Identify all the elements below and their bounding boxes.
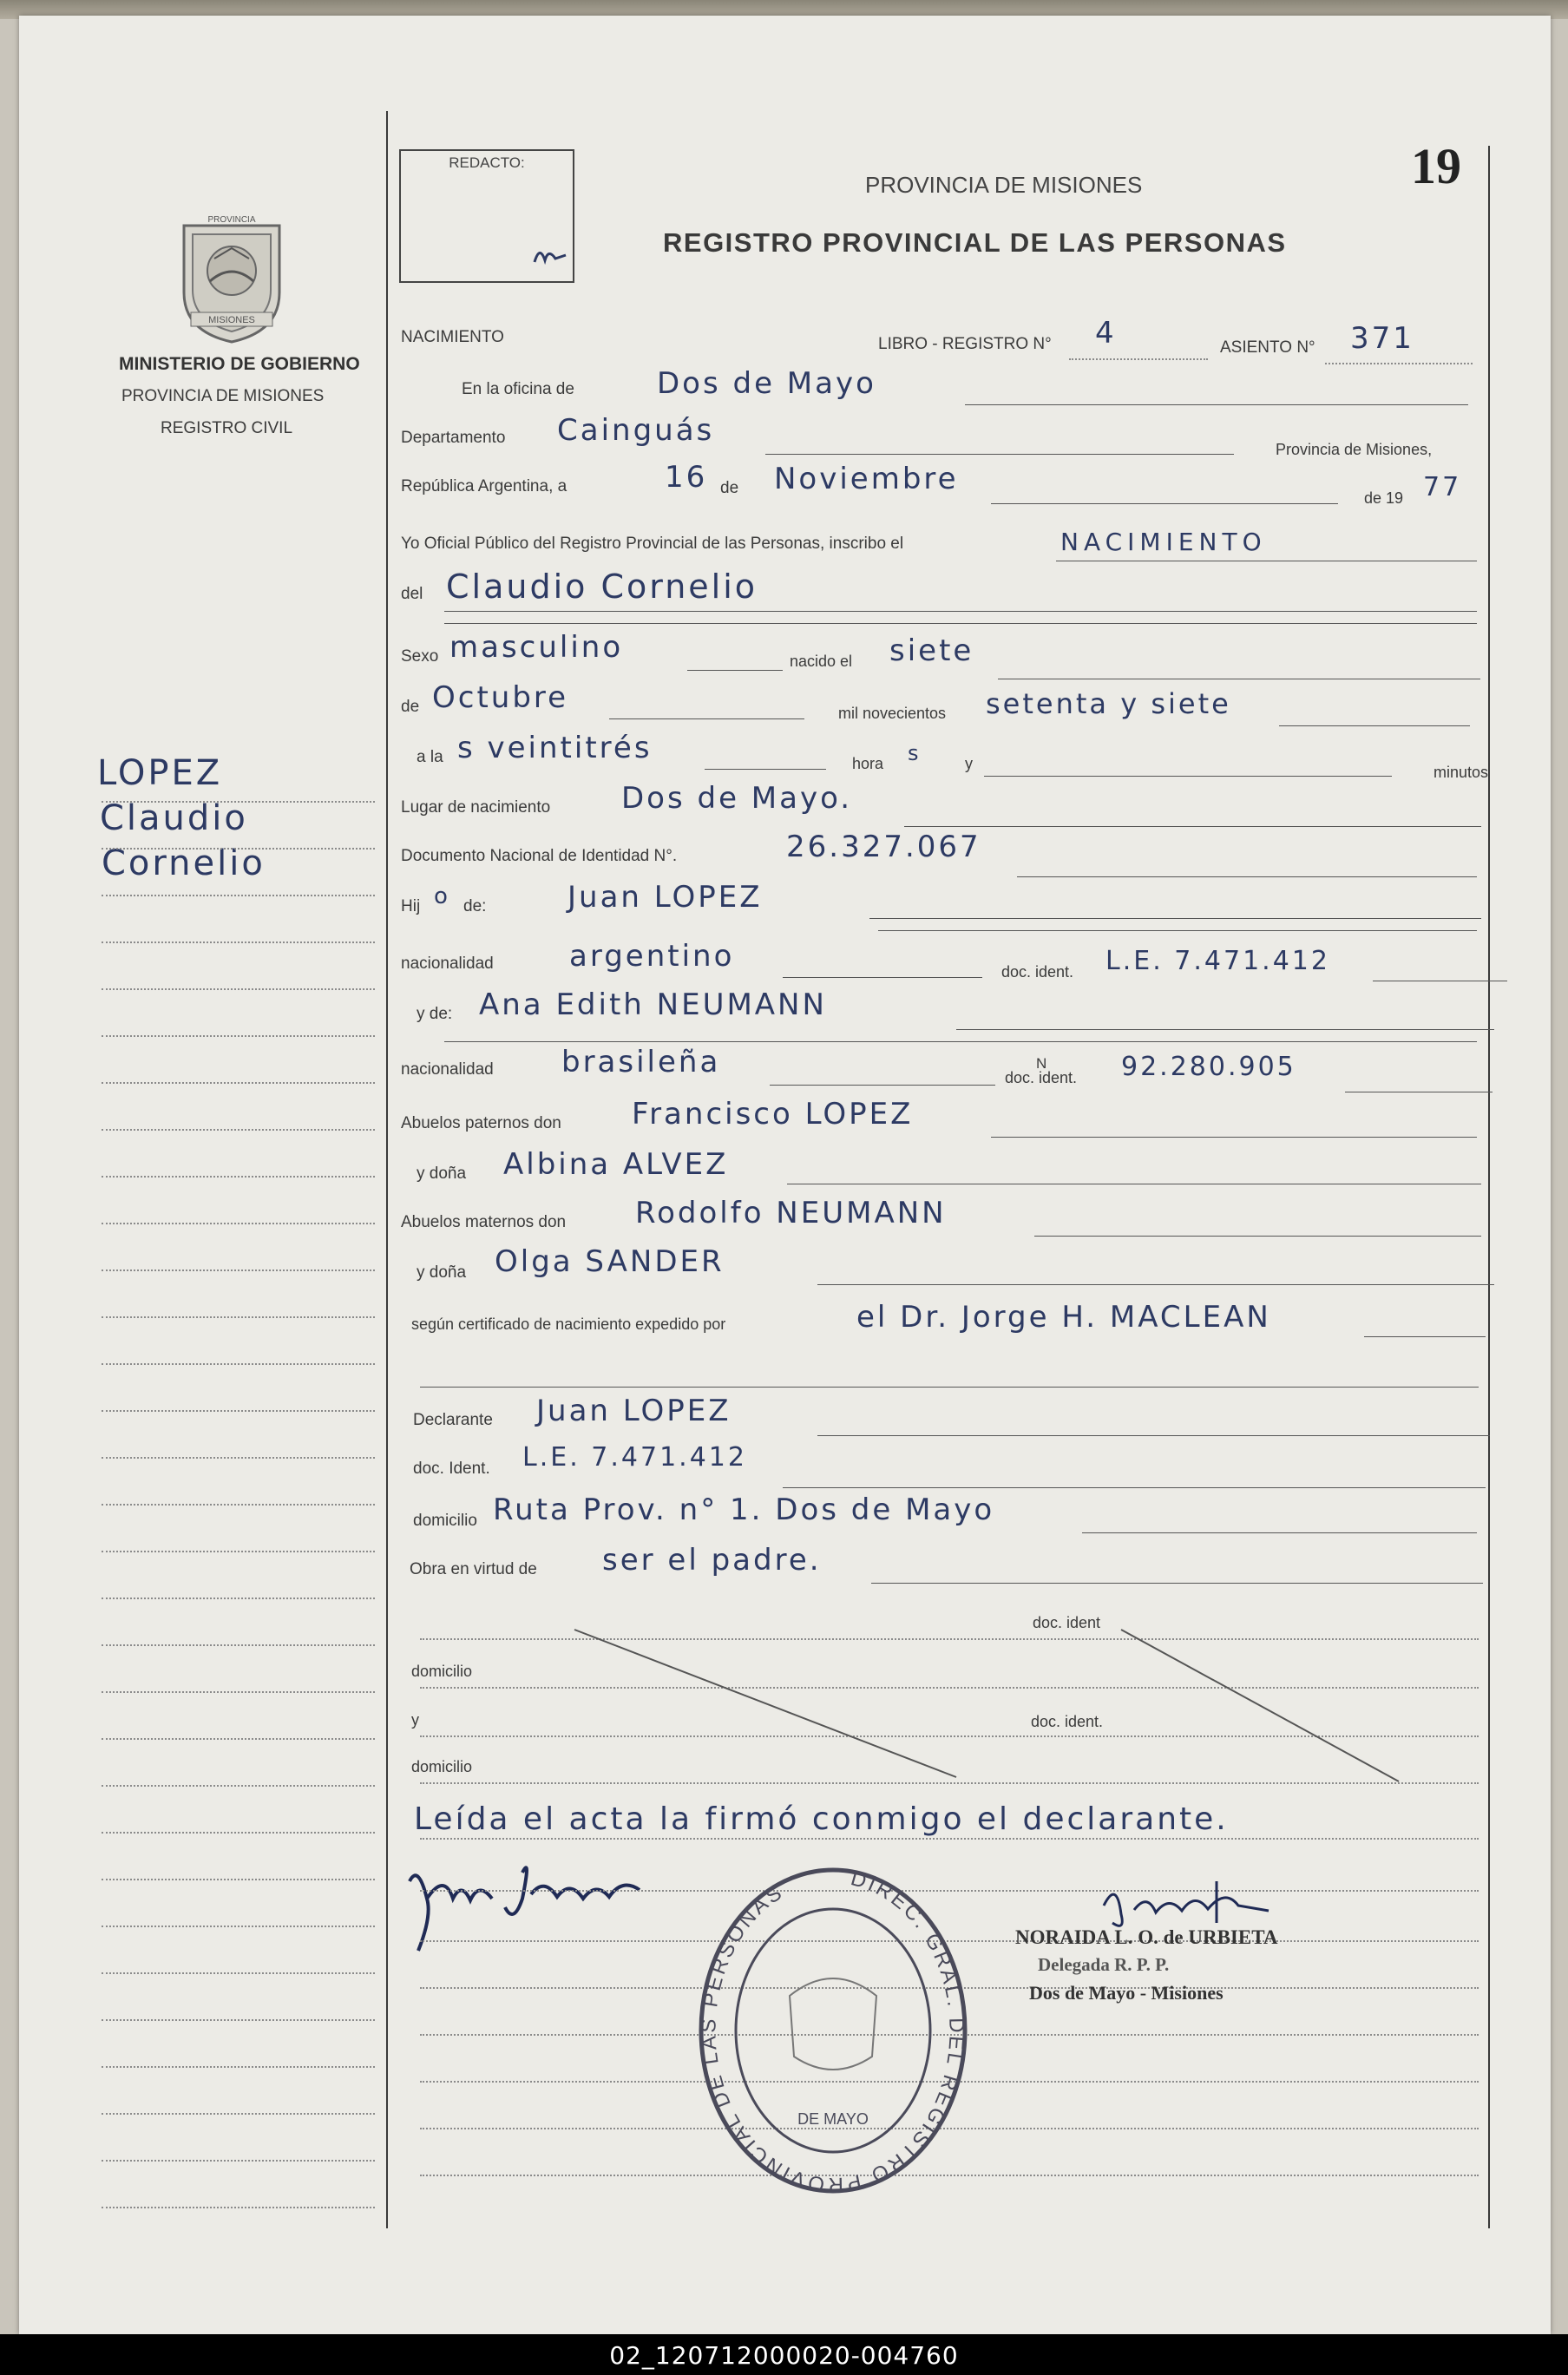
oficial-label: Yo Oficial Público del Registro Provincial de las Personas, inscribo el bbox=[401, 535, 904, 553]
madre-doc-n: N bbox=[1036, 1055, 1047, 1072]
closing-line bbox=[420, 1838, 1479, 1840]
margin-dotted-line bbox=[102, 1785, 375, 1787]
officer-place: Dos de Mayo - Misiones bbox=[1029, 1982, 1224, 2004]
padre-doc-label: doc. ident. bbox=[1001, 963, 1074, 981]
margin-dotted-line bbox=[102, 1598, 375, 1599]
del-line bbox=[444, 611, 1477, 612]
madre-doc-value: 92.280.905 bbox=[1121, 1052, 1296, 1082]
domicilio-label: domicilio bbox=[413, 1512, 477, 1530]
mil-value: setenta y siete bbox=[986, 687, 1231, 720]
officer-name: NORAIDA L. O. de URBIETA bbox=[1015, 1926, 1278, 1948]
ministry-registry: REGISTRO CIVIL bbox=[161, 419, 293, 437]
margin-dotted-line bbox=[102, 1363, 375, 1365]
madre-doc-label: doc. ident. bbox=[1005, 1069, 1078, 1086]
libro-value: 4 bbox=[1095, 316, 1117, 351]
lugar-label: Lugar de nacimiento bbox=[401, 798, 551, 817]
witness-strike-lines bbox=[557, 1612, 1442, 1786]
margin-dotted-line bbox=[102, 1176, 375, 1178]
docident-label: doc. Ident. bbox=[413, 1460, 490, 1478]
anio-label: de 19 bbox=[1364, 489, 1404, 507]
departamento-value: Cainguás bbox=[557, 413, 715, 448]
margin-dotted-line bbox=[102, 2066, 375, 2068]
ministry-title: MINISTERIO DE GOBIERNO bbox=[119, 354, 360, 374]
oficina-line bbox=[965, 404, 1468, 405]
hijo-label-a: Hij bbox=[401, 897, 421, 915]
dni-value: 26.327.067 bbox=[786, 830, 981, 864]
testigo-dom-label: domicilio bbox=[411, 1663, 473, 1680]
minutos-label: minutos bbox=[1434, 764, 1489, 781]
anio-value: 77 bbox=[1423, 472, 1462, 502]
margin-dotted-line bbox=[102, 1691, 375, 1693]
margin-dotted-line bbox=[102, 895, 375, 896]
ydona-label: y doña bbox=[417, 1165, 467, 1183]
frame-left-line bbox=[386, 111, 388, 2228]
ministry-province: PROVINCIA DE MISIONES bbox=[121, 387, 325, 405]
margin-dotted-line bbox=[102, 848, 375, 850]
official-seal bbox=[686, 1848, 981, 2195]
margin-dotted-line bbox=[102, 1316, 375, 1318]
domicilio-value: Ruta Prov. n° 1. Dos de Mayo bbox=[493, 1493, 995, 1527]
margin-note-name2: Cornelio bbox=[102, 843, 266, 883]
margin-dotted-line bbox=[102, 1926, 375, 1927]
margin-dotted-line bbox=[102, 1270, 375, 1271]
certificado-label: según certificado de nacimiento expedido por bbox=[411, 1315, 726, 1333]
y-label: y bbox=[965, 755, 973, 772]
mes2-line bbox=[609, 718, 804, 719]
provincia-label: Provincia de Misiones, bbox=[1276, 441, 1433, 458]
asiento-label: ASIENTO N° bbox=[1220, 338, 1315, 357]
declarant-signature bbox=[392, 1847, 687, 1959]
margin-dotted-line bbox=[102, 1410, 375, 1412]
mil-line bbox=[1279, 725, 1470, 726]
sexo-value: masculino bbox=[449, 630, 624, 665]
hora-label: hora bbox=[852, 755, 884, 772]
madre-nac-label: nacionalidad bbox=[401, 1060, 494, 1079]
hijo-label-b: de: bbox=[463, 897, 487, 915]
province-emblem bbox=[175, 210, 288, 349]
declarante-doc-value: L.E. 7.471.412 bbox=[522, 1442, 747, 1473]
seal-text: DIREC. GRAL. DEL REGISTRO PROVINCIAL DE LAS PERSONAS bbox=[697, 1867, 968, 2195]
abuelo-m-value: Rodolfo NEUMANN bbox=[635, 1196, 947, 1230]
redacto-box bbox=[399, 149, 574, 283]
de2-label: de bbox=[401, 698, 420, 716]
obra-value: ser el padre. bbox=[602, 1543, 822, 1578]
hora-value: s bbox=[908, 741, 922, 765]
margin-dotted-line bbox=[102, 1551, 375, 1552]
declarante-line bbox=[817, 1435, 1490, 1436]
page-number: 19 bbox=[1411, 138, 1461, 194]
padre-nac-line bbox=[783, 977, 982, 978]
oficina-label: En la oficina de bbox=[462, 380, 574, 398]
margin-dotted-line bbox=[102, 1035, 375, 1037]
yde-label: y de: bbox=[417, 1005, 453, 1023]
madre-nac-line bbox=[770, 1085, 995, 1086]
madre-nac-value: brasileña bbox=[561, 1045, 721, 1079]
margin-dotted-line bbox=[102, 1738, 375, 1740]
margin-dotted-line bbox=[102, 1457, 375, 1459]
margin-note-surname: LOPEZ bbox=[97, 753, 223, 793]
minutos-line bbox=[984, 776, 1392, 777]
departamento-label: Departamento bbox=[401, 429, 506, 447]
madre-value: Ana Edith NEUMANN bbox=[479, 987, 827, 1022]
abuelos-p-label: Abuelos paternos don bbox=[401, 1114, 561, 1132]
closing-statement: Leída el acta la firmó conmigo el declarante. bbox=[414, 1801, 1229, 1837]
nacimiento-label: NACIMIENTO bbox=[401, 328, 504, 346]
abuela-p-value: Albina ALVEZ bbox=[503, 1147, 729, 1182]
margin-dotted-line bbox=[102, 801, 375, 803]
alas-line bbox=[705, 769, 826, 770]
document-page bbox=[19, 16, 1551, 2334]
nacido-label: nacido el bbox=[790, 653, 853, 670]
abuelo-m-line bbox=[1034, 1236, 1481, 1237]
certificado-line-2 bbox=[420, 1387, 1479, 1388]
frame-right-line bbox=[1488, 146, 1490, 2228]
dia-de-label: de bbox=[720, 479, 739, 497]
padre-nac-value: argentino bbox=[569, 939, 735, 974]
dia-value: 16 bbox=[665, 460, 708, 495]
abuela-m-value: Olga SANDER bbox=[495, 1244, 725, 1279]
padre-line-2 bbox=[878, 930, 1477, 931]
margin-dotted-line bbox=[102, 1879, 375, 1880]
dni-line bbox=[1017, 876, 1477, 877]
padre-doc-value: L.E. 7.471.412 bbox=[1105, 946, 1330, 976]
alas-label: a la bbox=[417, 748, 443, 766]
mes-line bbox=[991, 503, 1338, 504]
testigo-y-label: y bbox=[411, 1711, 419, 1729]
asiento-value: 371 bbox=[1350, 321, 1414, 356]
sexo-label: Sexo bbox=[401, 647, 439, 666]
redacto-label: REDACTO: bbox=[449, 154, 525, 171]
emblem-top-text: PROVINCIA bbox=[207, 215, 256, 225]
madre-line-2 bbox=[444, 1041, 1477, 1042]
oficial-value: NACIMIENTO bbox=[1060, 528, 1267, 556]
margin-dotted-line bbox=[102, 941, 375, 943]
del-value: Claudio Cornelio bbox=[446, 568, 758, 606]
seal-center-text: DE MAYO bbox=[797, 2110, 869, 2128]
asiento-line bbox=[1325, 363, 1473, 364]
mes-value: Noviembre bbox=[774, 462, 959, 496]
declarante-value: Juan LOPEZ bbox=[536, 1394, 732, 1428]
sexo-line bbox=[687, 670, 783, 671]
certificado-line bbox=[1364, 1336, 1486, 1337]
margin-dotted-line bbox=[102, 2207, 375, 2208]
margin-note-name1: Claudio bbox=[100, 798, 248, 838]
padre-nac-label: nacionalidad bbox=[401, 955, 494, 973]
dni-label: Documento Nacional de Identidad N°. bbox=[401, 847, 678, 865]
margin-dotted-line bbox=[102, 2160, 375, 2162]
margin-dotted-line bbox=[102, 1223, 375, 1224]
certificado-value: el Dr. Jorge H. MACLEAN bbox=[856, 1300, 1271, 1335]
del-line-2 bbox=[444, 623, 1477, 624]
header-province: PROVINCIA DE MISIONES bbox=[865, 172, 1143, 198]
margin-dotted-line bbox=[102, 1129, 375, 1131]
officer-title: Delegada R. P. P. bbox=[1038, 1954, 1170, 1975]
republica-label: República Argentina, a bbox=[401, 477, 567, 495]
lugar-line bbox=[904, 826, 1481, 827]
testigo-dom2-label: domicilio bbox=[411, 1758, 473, 1775]
abuelo-p-value: Francisco LOPEZ bbox=[632, 1097, 914, 1132]
padre-value: Juan LOPEZ bbox=[567, 880, 763, 915]
emblem-bottom-text: MISIONES bbox=[208, 315, 255, 325]
footer-code: 02_120712000020-004760 bbox=[609, 2341, 959, 2370]
margin-dotted-line bbox=[102, 1504, 375, 1506]
margin-dotted-line bbox=[102, 1832, 375, 1834]
margin-dotted-line bbox=[102, 1082, 375, 1084]
margin-dotted-line bbox=[102, 1644, 375, 1646]
ydona2-label: y doña bbox=[417, 1263, 467, 1282]
libro-line bbox=[1069, 358, 1208, 360]
lugar-value: Dos de Mayo. bbox=[621, 781, 853, 816]
obra-line bbox=[871, 1583, 1483, 1584]
libro-label: LIBRO - REGISTRO N° bbox=[878, 335, 1052, 353]
alas-value: s veintitrés bbox=[457, 731, 653, 765]
margin-dotted-line bbox=[102, 988, 375, 990]
header-registry: REGISTRO PROVINCIAL DE LAS PERSONAS bbox=[663, 227, 1287, 258]
mes2-value: Octubre bbox=[432, 680, 569, 715]
madre-line bbox=[956, 1029, 1494, 1030]
declarante-doc-line bbox=[783, 1487, 1486, 1488]
testigo-doc-label: doc. ident bbox=[1033, 1614, 1101, 1631]
margin-dotted-line bbox=[102, 2113, 375, 2115]
nacido-value: siete bbox=[889, 633, 974, 668]
testigo-doc2-label: doc. ident. bbox=[1031, 1713, 1104, 1730]
hijo-value: o bbox=[434, 883, 450, 909]
abuela-m-line bbox=[817, 1284, 1494, 1285]
domicilio-line bbox=[1082, 1532, 1477, 1533]
mil-label: mil novecientos bbox=[838, 705, 947, 722]
del-label: del bbox=[401, 585, 423, 603]
footer-bar bbox=[0, 2334, 1568, 2375]
abuelos-m-label: Abuelos maternos don bbox=[401, 1213, 567, 1231]
oficina-value: Dos de Mayo bbox=[657, 366, 876, 401]
redacto-initials bbox=[531, 238, 571, 272]
obra-label: Obra en virtud de bbox=[410, 1560, 537, 1578]
margin-dotted-line bbox=[102, 1972, 375, 1974]
padre-line bbox=[869, 918, 1481, 919]
declarante-label: Declarante bbox=[413, 1411, 493, 1429]
abuelo-p-line bbox=[991, 1137, 1477, 1138]
departamento-line bbox=[765, 454, 1234, 455]
margin-dotted-line bbox=[102, 2019, 375, 2021]
